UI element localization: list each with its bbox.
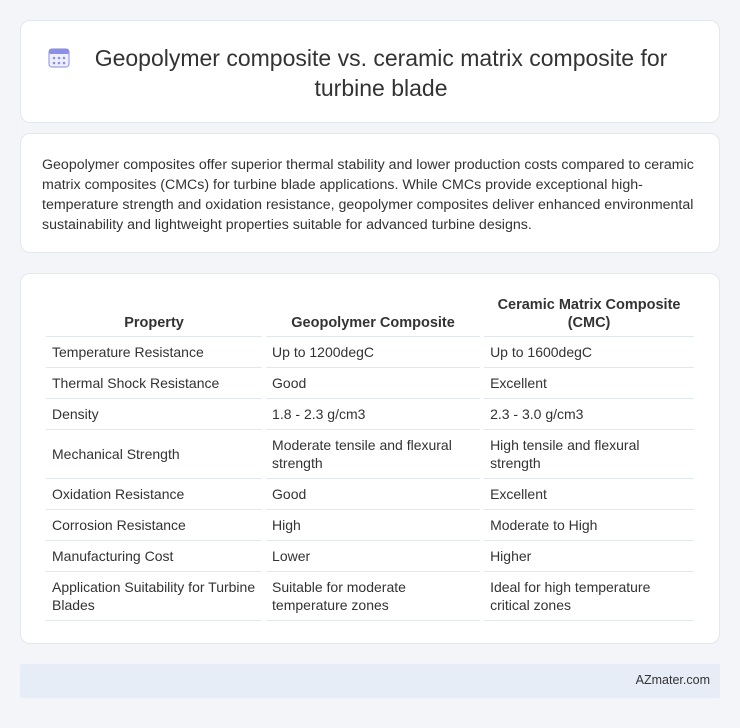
- cell-cmc: Up to 1600degC: [484, 337, 694, 368]
- comparison-card: [20, 273, 720, 644]
- table-header-row: [46, 295, 694, 337]
- cell-cmc: Moderate to High: [484, 510, 694, 541]
- table-row: [46, 541, 694, 572]
- cell-cmc: Ideal for high temperature critical zones: [484, 572, 694, 621]
- footer-site-link[interactable]: AZmater.com: [635, 673, 710, 687]
- cell-cmc: High tensile and flexural strength: [484, 430, 694, 479]
- intro-paragraph: Geopolymer composites offer superior thermal stability and lower production costs compared to ceramic matrix composites (CMCs) for turbine blade applications. While CMCs provide exceptional high-temperature strength and oxidation resistance, geopolymer composites deliver enhanced environmental sustainability and lightweight properties suitable for advanced turbine designs.: [42, 157, 694, 233]
- comparison-table: [42, 295, 698, 621]
- header-property: Property: [46, 295, 262, 337]
- cell-cmc: Excellent: [484, 368, 694, 399]
- cell-property: Density: [46, 399, 262, 430]
- cell-cmc: Higher: [484, 541, 694, 572]
- cell-geopolymer: Good: [266, 368, 480, 399]
- table-row: [46, 337, 694, 368]
- cell-property: Thermal Shock Resistance: [46, 368, 262, 399]
- table-row: [46, 479, 694, 510]
- cell-cmc: 2.3 - 3.0 g/cm3: [484, 399, 694, 430]
- cell-property: Manufacturing Cost: [46, 541, 262, 572]
- cell-geopolymer: Up to 1200degC: [266, 337, 480, 368]
- cell-property: Corrosion Resistance: [46, 510, 262, 541]
- cell-geopolymer: 1.8 - 2.3 g/cm3: [266, 399, 480, 430]
- cell-geopolymer: Good: [266, 479, 480, 510]
- cell-geopolymer: Lower: [266, 541, 480, 572]
- header-geopolymer: Geopolymer Composite: [266, 295, 480, 337]
- footer-bar: [20, 664, 720, 698]
- table-row: [46, 399, 694, 430]
- cell-cmc: Excellent: [484, 479, 694, 510]
- cell-property: Temperature Resistance: [46, 337, 262, 368]
- header-cmc: Ceramic Matrix Composite (CMC): [484, 295, 694, 337]
- title-card: [20, 20, 720, 123]
- cell-property: Application Suitability for Turbine Blades: [46, 572, 262, 621]
- table-row: [46, 430, 694, 479]
- intro-card: [20, 133, 720, 253]
- cell-geopolymer: Suitable for moderate temperature zones: [266, 572, 480, 621]
- cell-geopolymer: Moderate tensile and flexural strength: [266, 430, 480, 479]
- page-title: Geopolymer composite vs. ceramic matrix composite for turbine blade: [94, 45, 668, 101]
- table-row: [46, 572, 694, 621]
- cell-property: Mechanical Strength: [46, 430, 262, 479]
- cell-property: Oxidation Resistance: [46, 479, 262, 510]
- title-wrap: [21, 43, 719, 103]
- cell-geopolymer: High: [266, 510, 480, 541]
- table-row: [46, 510, 694, 541]
- table-row: [46, 368, 694, 399]
